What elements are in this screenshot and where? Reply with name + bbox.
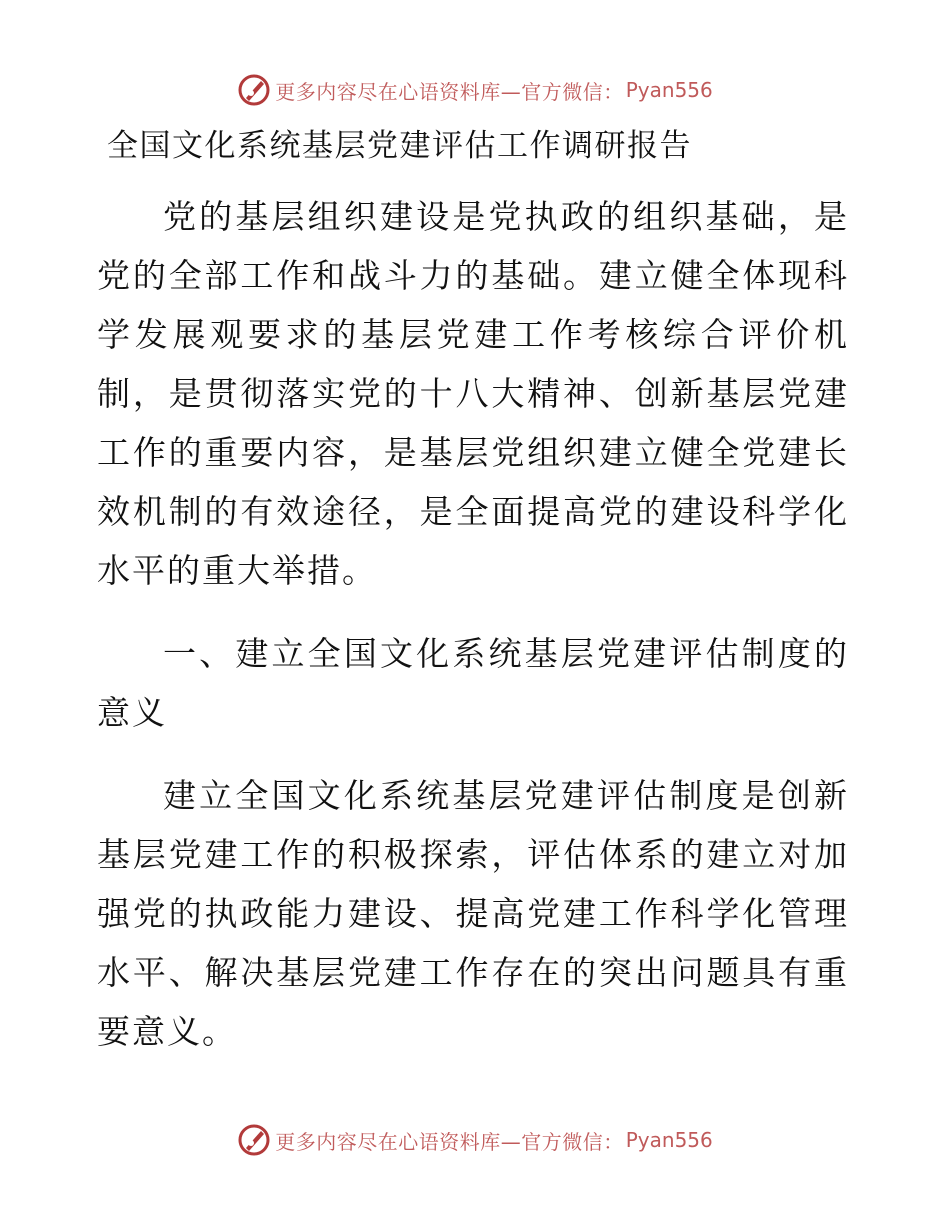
document-body [97,122,849,1061]
pen-logo-icon [237,73,271,107]
banner-wechat-id: Pyan556 [625,78,713,102]
footer-banner [0,1120,950,1160]
banner-text: 更多内容尽在心语资料库—官方微信： [275,79,624,104]
banner-text: 更多内容尽在心语资料库—官方微信： [275,1129,624,1154]
pen-logo-icon [237,1123,271,1157]
paragraph-intro: 党的基层组织建设是党执政的组织基础，是党的全部工作和战斗力的基础。建立健全体现科学发展观要求的基层党建工作考核综合评价机制，是贯彻落实党的十八大精神、创新基层党建工作的重要内容，是基层党组织建立健全党建长效机制的有效途径，是全面提高党的建设科学化水平的重大举措。 [97,197,849,590]
document-title: 全国文化系统基层党建评估工作调研报告 [107,128,692,164]
banner-wechat-id: Pyan556 [625,1128,713,1152]
header-banner [0,70,950,110]
paragraph-significance: 建立全国文化系统基层党建评估制度是创新基层党建工作的积极探索，评估体系的建立对加强党的执政能力建设、提高党建工作科学化管理水平、解决基层党建工作存在的突出问题具有重要意义。 [97,776,849,1051]
section-heading-1: 一、建立全国文化系统基层党建评估制度的意义 [97,634,849,732]
